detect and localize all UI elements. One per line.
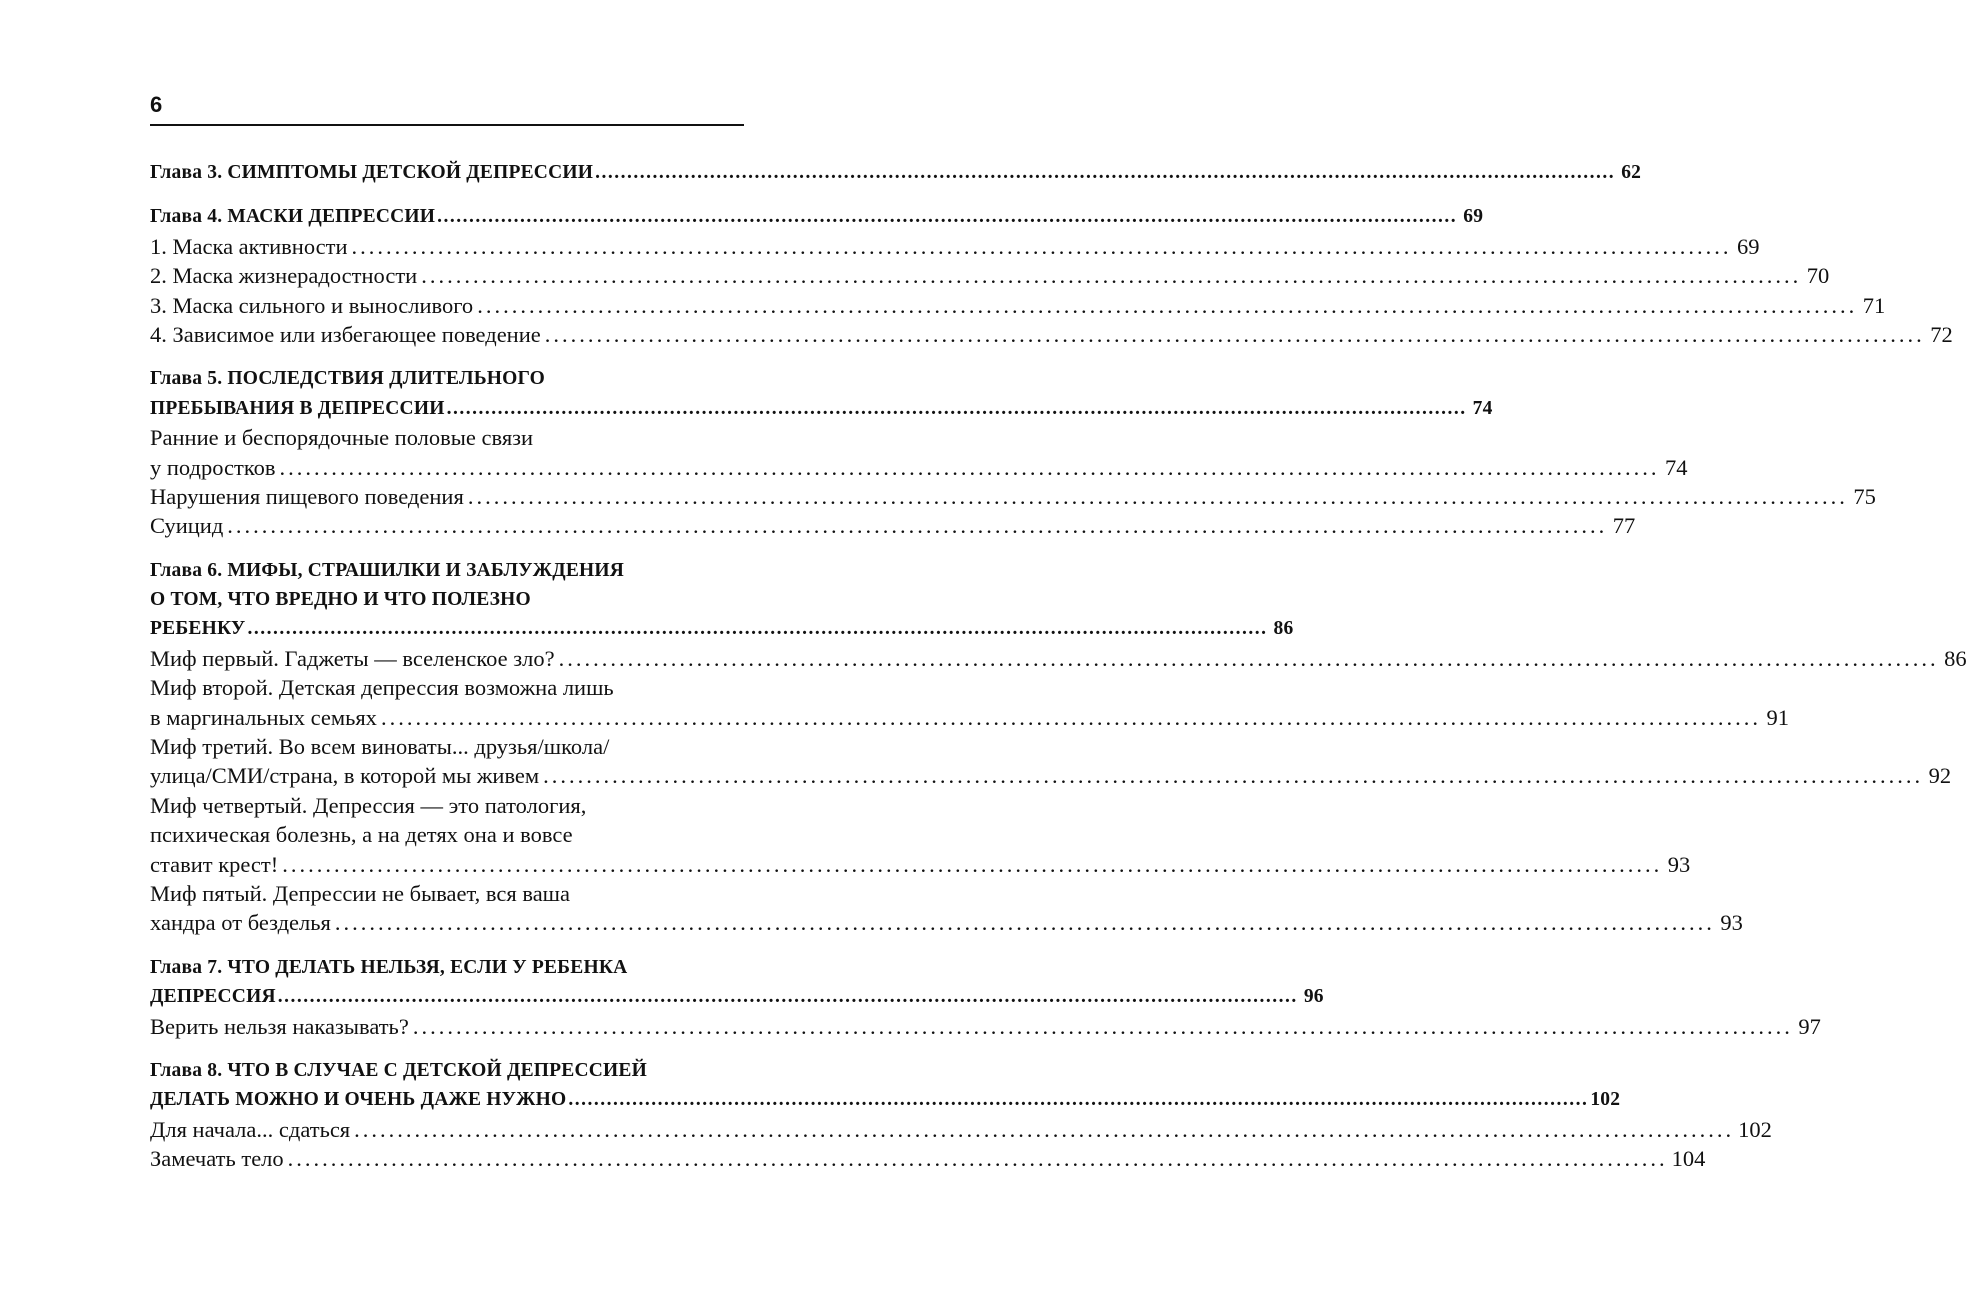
chapter-heading-line — [150, 982, 1324, 1011]
entry-title: Для начала... сдаться — [150, 1116, 351, 1142]
page-ref: 75 — [1853, 483, 1876, 509]
entry-title: Суицид — [150, 513, 224, 539]
dot-leader: ................................................................................................................................................................ — [277, 986, 1298, 1008]
chapter-title: Глава 3. СИМПТОМЫ ДЕТСКОЙ ДЕПРЕССИИ — [150, 162, 594, 183]
chapter-heading-line — [150, 364, 744, 393]
chapter-heading-line — [150, 158, 1642, 187]
page-ref: 86 — [1273, 618, 1294, 640]
chapter-block — [150, 202, 1953, 349]
chapter-heading-line — [150, 1056, 744, 1085]
chapter-heading-line — [150, 556, 744, 585]
toc-entry-line — [150, 820, 744, 849]
chapter-block — [150, 953, 1821, 1041]
toc-entry-line — [150, 261, 1830, 290]
chapter-title: Глава 7. ЧТО ДЕЛАТЬ НЕЛЬЗЯ, ЕСЛИ У РЕБЕНКА — [150, 956, 628, 978]
page-ref: 74 — [1472, 397, 1493, 419]
toc-entry-line — [150, 423, 744, 452]
chapter-block — [150, 556, 1967, 938]
chapter-title: Глава 8. ЧТО В СЛУЧАЕ С ДЕТСКОЙ ДЕПРЕССИЕЙ — [150, 1059, 647, 1081]
chapter-heading-line — [150, 394, 1493, 423]
entry-title: ставит крест! — [150, 851, 279, 877]
page-ref: 77 — [1612, 513, 1636, 539]
page-ref: 102 — [1738, 1116, 1772, 1142]
chapter-title: ДЕПРЕССИЯ — [150, 986, 276, 1008]
chapter-title: О ТОМ, ЧТО ВРЕДНО И ЧТО ПОЛЕЗНО — [150, 589, 531, 611]
entry-title: психическая болезнь, а на детях она и вовсе — [150, 822, 573, 848]
toc-entry-line — [150, 732, 744, 761]
header-rule — [150, 124, 744, 126]
page-ref: 72 — [1930, 321, 1953, 347]
page-ref: 70 — [1806, 263, 1830, 289]
page-ref: 91 — [1766, 704, 1789, 730]
chapter-heading-line — [150, 614, 1294, 643]
chapter-title: ПРЕБЫВАНИЯ В ДЕПРЕССИИ — [150, 397, 445, 419]
entry-title: 3. Маска сильного и выносливого — [150, 292, 474, 318]
chapter-heading-line — [150, 585, 744, 614]
toc-entry-line — [150, 673, 744, 702]
chapter-block — [150, 1056, 1772, 1174]
page-ref: 69 — [1737, 233, 1760, 259]
toc-entry-line — [150, 511, 1636, 540]
toc-entry-line — [150, 291, 1886, 320]
toc-entry-line — [150, 232, 1760, 261]
dot-leader: ................................................................................................................................................................ — [568, 1089, 1589, 1111]
entry-title: Миф третий. Во всем виноваты... друзья/школа/ — [150, 734, 610, 760]
entry-title: Верить нельзя наказывать? — [150, 1013, 409, 1039]
entry-title: Миф четвертый. Депрессия — это патология, — [150, 792, 587, 818]
dot-leader: ................................................................................................................................................................ — [334, 910, 1715, 936]
entry-title: Замечать тело — [150, 1146, 284, 1172]
page-ref: 71 — [1862, 292, 1886, 318]
chapter-gap — [150, 1041, 744, 1056]
page-ref: 93 — [1667, 851, 1691, 877]
toc-entry-line — [150, 320, 1953, 349]
page-number: 6 — [150, 92, 163, 117]
entry-title: 4. Зависимое или избегающее поведение — [150, 321, 541, 347]
dot-leader: ................................................................................................................................................................ — [446, 397, 1467, 419]
toc-entry-line — [150, 644, 1967, 673]
page-ref: 93 — [1720, 910, 1743, 936]
toc-entry-line — [150, 791, 744, 820]
dot-leader: ................................................................................................................................................................ — [354, 1116, 1735, 1142]
page-ref: 69 — [1463, 206, 1484, 228]
chapter-title: РЕБЕНКУ — [150, 618, 246, 640]
table-of-contents — [150, 158, 1967, 1174]
chapter-block — [150, 158, 1642, 187]
dot-leader: ................................................................................................................................................................ — [247, 618, 1268, 640]
entry-title: 1. Маска активности — [150, 233, 348, 259]
chapter-heading-line — [150, 1085, 1621, 1114]
entry-title: 2. Маска жизнерадостности — [150, 263, 418, 289]
toc-entry-line — [150, 1144, 1706, 1173]
dot-leader: ................................................................................................................................................................ — [227, 513, 1608, 539]
chapter-title: Глава 6. МИФЫ, СТРАШИЛКИ И ЗАБЛУЖДЕНИЯ — [150, 559, 625, 581]
toc-entry-line — [150, 850, 1691, 879]
entry-title: Миф пятый. Депрессии не бывает, вся ваша — [150, 880, 570, 906]
entry-title: Нарушения пищевого поведения — [150, 483, 464, 509]
dot-leader: ................................................................................................................................................................ — [558, 645, 1939, 671]
dot-leader: ................................................................................................................................................................ — [380, 704, 1761, 730]
page-ref: 104 — [1671, 1146, 1706, 1172]
page-ref: 97 — [1798, 1013, 1821, 1039]
dot-leader: ................................................................................................................................................................ — [477, 292, 1858, 318]
entry-title: в маргинальных семьях — [150, 704, 377, 730]
toc-entry-line — [150, 453, 1688, 482]
toc-entry-line — [150, 1115, 1772, 1144]
toc-entry-line — [150, 482, 1876, 511]
entry-title: улица/СМИ/страна, в которой мы живем — [150, 763, 540, 789]
dot-leader: ................................................................................................................................................................ — [467, 483, 1848, 509]
toc-entry-line — [150, 879, 744, 908]
toc-entry-line — [150, 908, 1743, 937]
dot-leader: ................................................................................................................................................................ — [543, 763, 1924, 789]
chapter-title: ДЕЛАТЬ МОЖНО И ОЧЕНЬ ДАЖЕ НУЖНО — [150, 1089, 567, 1111]
page-ref: 74 — [1665, 454, 1688, 480]
dot-leader: ................................................................................................................................................................ — [351, 233, 1732, 259]
dot-leader: ................................................................................................................................................................ — [595, 162, 1616, 183]
entry-title: Миф второй. Детская депрессия возможна лишь — [150, 675, 614, 701]
entry-title: Миф первый. Гаджеты — вселенское зло? — [150, 645, 555, 671]
chapter-block — [150, 364, 1876, 540]
toc-entry-line — [150, 703, 1789, 732]
dot-leader: ................................................................................................................................................................ — [282, 851, 1663, 877]
chapter-heading-line — [150, 953, 744, 982]
dot-leader: ................................................................................................................................................................ — [287, 1146, 1668, 1172]
dot-leader: ................................................................................................................................................................ — [279, 454, 1660, 480]
chapter-title: Глава 4. МАСКИ ДЕПРЕССИИ — [150, 206, 436, 228]
page-ref: 102 — [1590, 1089, 1621, 1111]
chapter-heading-line — [150, 202, 1484, 231]
dot-leader: ................................................................................................................................................................ — [437, 206, 1458, 228]
chapter-gap — [150, 187, 744, 202]
chapter-title: Глава 5. ПОСЛЕДСТВИЯ ДЛИТЕЛЬНОГО — [150, 368, 546, 390]
entry-title: Ранние и беспорядочные половые связи — [150, 425, 534, 451]
dot-leader: ................................................................................................................................................................ — [412, 1013, 1793, 1039]
chapter-gap — [150, 349, 744, 364]
chapter-gap — [150, 938, 744, 953]
entry-title: хандра от безделья — [150, 910, 331, 936]
entry-title: у подростков — [150, 454, 276, 480]
page-ref: 62 — [1621, 162, 1642, 183]
toc-entry-line — [150, 1012, 1821, 1041]
dot-leader: ................................................................................................................................................................ — [544, 321, 1925, 347]
page-ref: 92 — [1928, 763, 1952, 789]
toc-entry-line — [150, 761, 1952, 790]
page-ref: 86 — [1944, 645, 1967, 671]
dot-leader: ................................................................................................................................................................ — [421, 263, 1802, 289]
chapter-gap — [150, 541, 744, 556]
page-ref: 96 — [1303, 986, 1324, 1008]
